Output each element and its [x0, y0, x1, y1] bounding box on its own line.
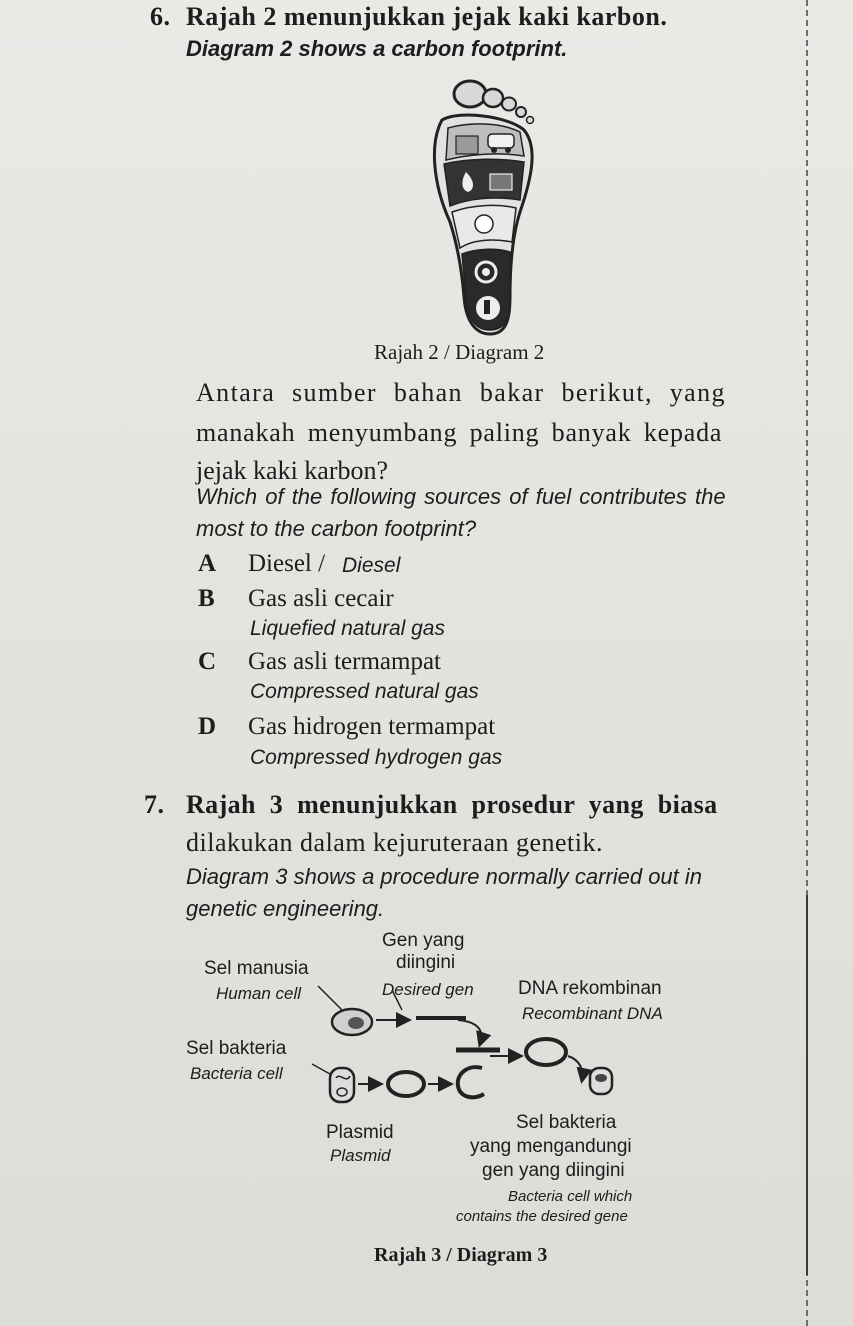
option-a-letter: A: [198, 550, 217, 577]
label-plasmid-en: Plasmid: [330, 1146, 391, 1165]
recombinant-dna-ring: [526, 1039, 566, 1065]
option-a-en: Diesel: [342, 554, 401, 577]
pointer-human-cell: [318, 986, 342, 1010]
q7-number: 7.: [144, 790, 165, 819]
pointer-desired-gene: [392, 990, 402, 1010]
option-d-en: Compressed hydrogen gas: [250, 746, 503, 769]
label-sel-bakteria: Sel bakteria: [186, 1038, 287, 1059]
q7-line-en-1: Diagram 3 shows a procedure normally carried out in: [186, 864, 703, 889]
q6-question-ms-3: jejak kaki karbon?: [196, 456, 389, 485]
carbon-footprint-diagram: [420, 72, 550, 342]
q7-line-en-2: genetic engineering.: [186, 896, 385, 921]
label-desired-gene: Desired gen: [382, 980, 474, 999]
label-bacteria-which: Bacteria cell which: [508, 1188, 633, 1205]
q6-number: 6.: [150, 2, 171, 31]
cut-plasmid: [458, 1067, 484, 1097]
q6-question-en-1: Which of the following sources of fuel contributes the: [196, 484, 726, 509]
label-recombinant-dna: Recombinant DNA: [522, 1004, 663, 1023]
option-c-ms: Gas asli termampat: [248, 648, 441, 675]
option-b-en: Liquefied natural gas: [250, 617, 445, 640]
factory-icon: [456, 136, 478, 154]
bulb-icon: [475, 215, 493, 233]
option-b-letter: B: [198, 585, 215, 612]
option-b-ms: Gas asli cecair: [248, 585, 394, 612]
label-gen-yang-diingini: gen yang diingini: [482, 1160, 625, 1181]
pointer-bacteria-cell: [312, 1064, 330, 1074]
car-icon: [488, 134, 514, 148]
option-c-letter: C: [198, 648, 217, 675]
plasmid-ring: [388, 1072, 424, 1096]
label-sel-bakteria-2: Sel bakteria: [516, 1112, 617, 1133]
q6-question-en-2: most to the carbon footprint?: [196, 516, 477, 541]
q6-title-ms: Rajah 2 menunjukkan jejak kaki karbon.: [186, 2, 668, 31]
option-c-en: Compressed natural gas: [250, 680, 479, 703]
label-diingini: diingini: [396, 952, 456, 973]
label-bacteria-cell: Bacteria cell: [190, 1064, 283, 1083]
label-gen-yang: Gen yang: [382, 930, 465, 951]
option-a-ms: Diesel /: [248, 550, 326, 577]
label-human-cell: Human cell: [216, 984, 302, 1003]
option-d-ms: Gas hidrogen termampat: [248, 713, 496, 740]
q7-line-ms-2: dilakukan dalam kejuruteraan genetik.: [186, 828, 604, 857]
page-margin-solid-line: [806, 895, 808, 1275]
label-sel-manusia: Sel manusia: [204, 958, 309, 979]
genetic-engineering-diagram: [180, 960, 660, 1130]
q6-question-ms-1: Antara sumber bahan bakar berikut, yang: [196, 378, 726, 407]
bacteria-cell: [330, 1068, 354, 1102]
q6-title-en: Diagram 2 shows a carbon footprint.: [186, 36, 568, 61]
q6-diagram-caption: Rajah 2 / Diagram 2: [374, 340, 545, 364]
option-d-letter: D: [198, 713, 217, 740]
label-plasmid-ms: Plasmid: [326, 1122, 394, 1143]
q7-line-ms-1: Rajah 3 menunjukkan prosedur yang biasa: [186, 790, 718, 819]
label-yang-mengandungi: yang mengandungi: [470, 1136, 632, 1157]
q6-question-ms-2: manakah menyumbang paling banyak kepada: [196, 418, 723, 447]
label-dna-rekombinan: DNA rekombinan: [518, 978, 662, 999]
label-contains-gene: contains the desired gene: [456, 1208, 628, 1225]
q7-diagram-caption: Rajah 3 / Diagram 3: [374, 1244, 548, 1266]
house-icon: [490, 174, 512, 190]
